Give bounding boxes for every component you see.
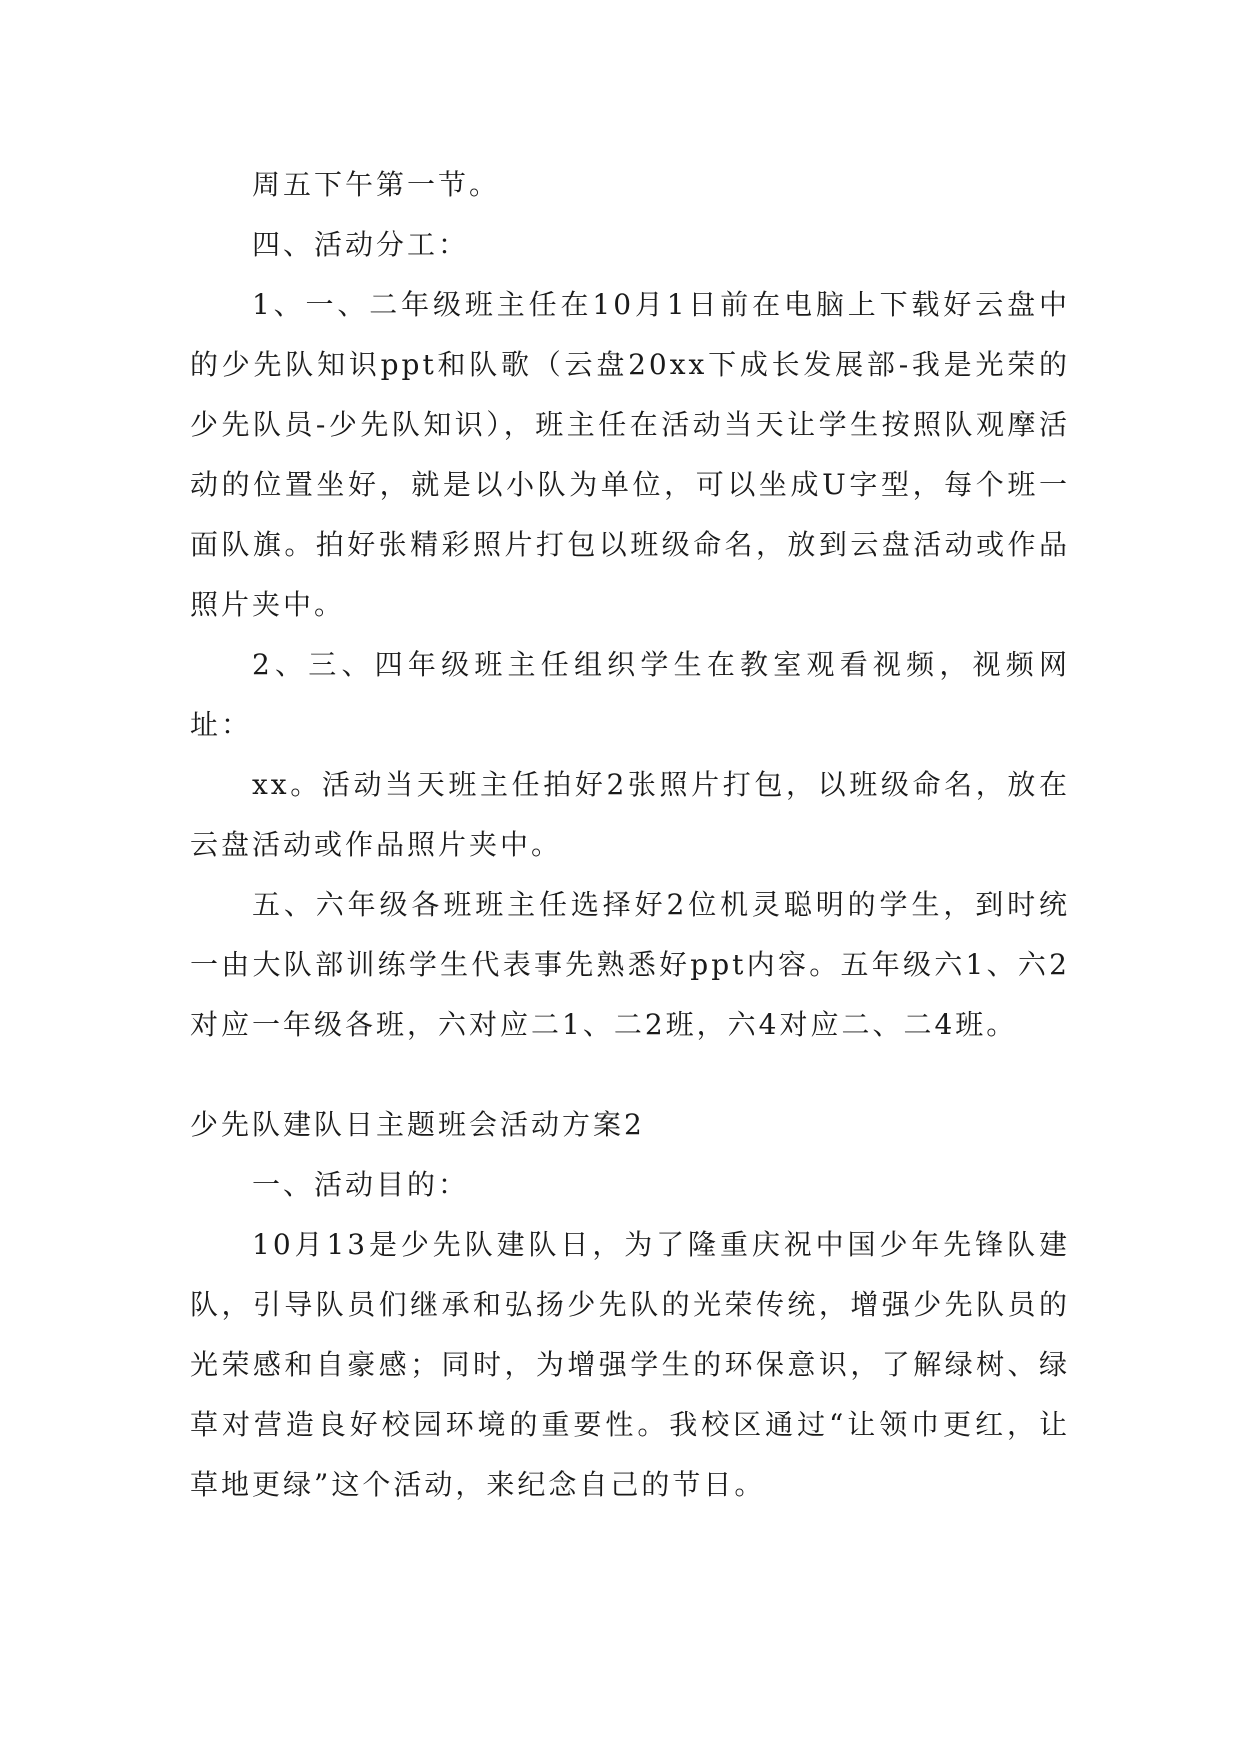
paragraph-purpose: 10月13是少先队建队日，为了隆重庆祝中国少年先锋队建队，引导队员们继承和弘扬少先队的光荣传统，增强少先队员的光荣感和自豪感；同时，为增强学生的环保意识，了解绿树、绿草对营造良好校园环境的重要性。我校区通过“让领巾更红，让草地更绿”这个活动，来纪念自己的节日。 (190, 1228, 1070, 1501)
section-title: 少先队建队日主题班会活动方案2 (190, 1108, 645, 1141)
paragraph-grade-5-6: 五、六年级各班班主任选择好2位机灵聪明的学生，到时统一由大队部训练学生代表事先熟悉好ppt内容。五年级六1、六2对应一年级各班，六对应二1、二2班，六4对应二、二4班。 (190, 888, 1070, 1041)
paragraph-schedule: 周五下午第一节。 (252, 168, 501, 201)
document-body (190, 155, 1070, 1515)
paragraph-photo-instruction: xx。活动当天班主任拍好2张照片打包，以班级命名，放在云盘活动或作品照片夹中。 (190, 768, 1070, 861)
paragraph-grade-3-4: 2、三、四年级班主任组织学生在教室观看视频，视频网址： (190, 648, 1070, 741)
heading-activity-purpose: 一、活动目的： (252, 1168, 470, 1201)
heading-activity-division: 四、活动分工： (252, 228, 470, 261)
paragraph-grade-1-2: 1、一、二年级班主任在10月1日前在电脑上下载好云盘中的少先队知识ppt和队歌（云盘20xx下成长发展部-我是光荣的少先队员-少先队知识），班主任在活动当天让学生按照队观摩活动的位置坐好，就是以小队为单位，可以坐成U字型，每个班一面队旗。拍好张精彩照片打包以班级命名，放到云盘活动或作品照片夹中。 (190, 288, 1070, 621)
